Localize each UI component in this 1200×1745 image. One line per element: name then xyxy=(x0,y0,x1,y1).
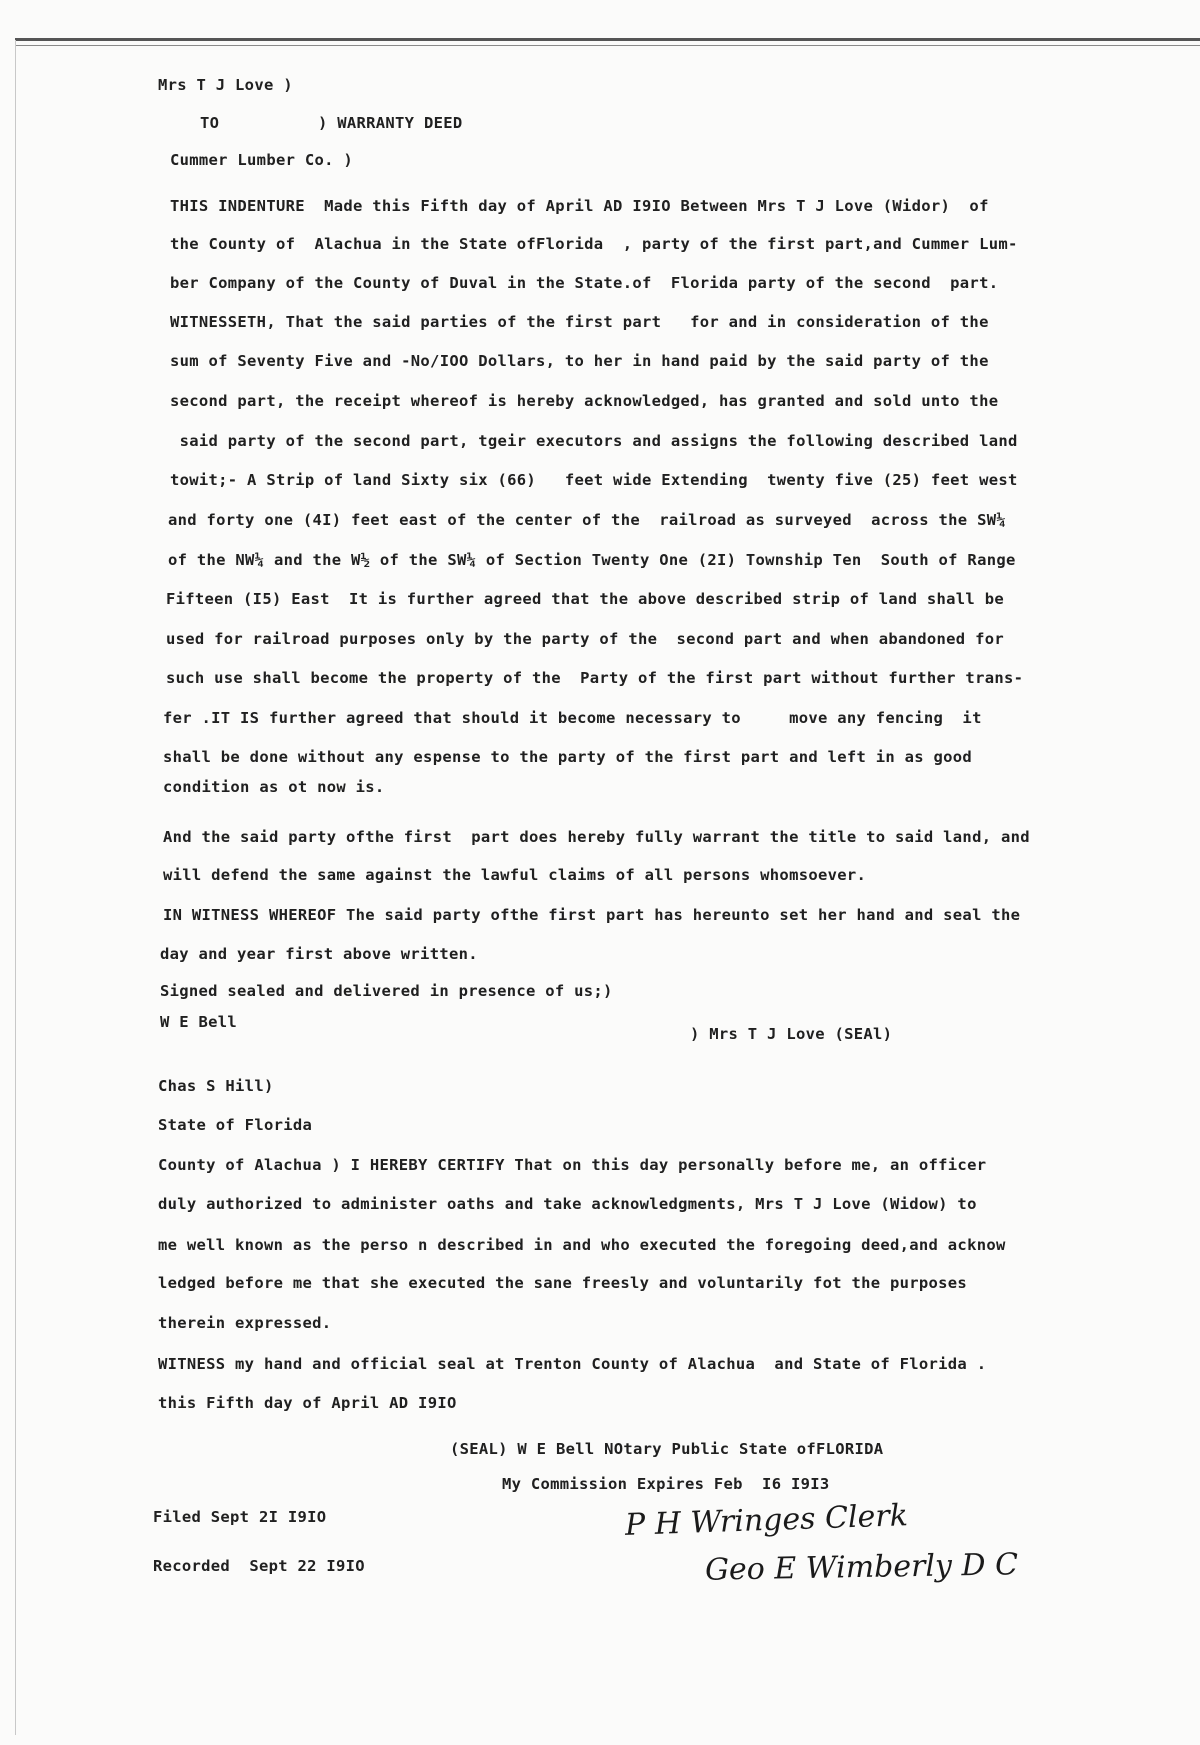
acknowledgment-line: WITNESS my hand and official seal at Trenton County of Alachua and State of Florida . xyxy=(158,1355,987,1373)
deed-body-line: Signed sealed and delivered in presence of us;) xyxy=(160,982,613,1000)
deed-body-line: THIS INDENTURE Made this Fifth day of April AD I9IO Between Mrs T J Love (Widor) of xyxy=(170,197,989,215)
deputy-clerk-signature: Geo E Wimberly D C xyxy=(704,1547,1019,1588)
deed-body-line: the County of Alachua in the State ofFlorida , party of the first part,and Cummer Lum- xyxy=(170,235,1018,253)
top-rule xyxy=(15,38,1200,41)
acknowledgment-line: therein expressed. xyxy=(158,1314,332,1332)
deed-body-line: Fifteen (I5) East It is further agreed that the above described strip of land shall be xyxy=(166,590,1004,608)
witness-1: W E Bell xyxy=(160,1013,238,1031)
deed-body-line: used for railroad purposes only by the party of the second part and when abandoned for xyxy=(166,630,1004,648)
deed-body-line: ber Company of the County of Duval in the State.of Florida party of the second part. xyxy=(170,274,999,292)
deed-body-line: such use shall become the property of the Party of the first part without further trans- xyxy=(166,669,1024,687)
deed-body-line: said party of the second part, tgeir executors and assigns the following described land xyxy=(170,432,1018,450)
deed-body-line: And the said party ofthe first part does hereby fully warrant the title to said land, and xyxy=(163,828,1030,846)
page-left-edge xyxy=(15,40,16,1735)
top-rule-thin xyxy=(15,45,1200,46)
acknowledgment-line: this Fifth day of April AD I9IO xyxy=(158,1394,457,1412)
filed-line: Filed Sept 2I I9IO xyxy=(153,1508,327,1526)
deed-body-line: IN WITNESS WHEREOF The said party ofthe first part has hereunto set her hand and seal the xyxy=(163,906,1021,924)
deed-body-line: towit;- A Strip of land Sixty six (66) feet wide Extending twenty five (25) feet west xyxy=(170,471,1018,489)
deed-body-line: of the NW¼ and the W½ of the SW¼ of Section Twenty One (2I) Township Ten South of Range xyxy=(168,551,1016,569)
heading-grantee: Cummer Lumber Co. ) xyxy=(170,151,354,169)
heading-deed-type: ) WARRANTY DEED xyxy=(318,114,463,132)
recorded-line: Recorded Sept 22 I9IO xyxy=(153,1557,365,1575)
heading-grantor: Mrs T J Love ) xyxy=(158,76,293,94)
heading-to: TO xyxy=(200,114,220,132)
deed-body-line: fer .IT IS further agreed that should it become necessary to move any fencing it xyxy=(163,709,982,727)
state-line: State of Florida xyxy=(158,1116,313,1134)
acknowledgment-line: duly authorized to administer oaths and take acknowledgments, Mrs T J Love (Widow) to xyxy=(158,1195,977,1213)
acknowledgment-line: ledged before me that she executed the sane freesly and voluntarily fot the purposes xyxy=(158,1274,968,1292)
deed-body-line: shall be done without any espense to the party of the first part and left in as good xyxy=(163,748,973,766)
acknowledgment-line: County of Alachua ) I HEREBY CERTIFY That on this day personally before me, an officer xyxy=(158,1156,987,1174)
deed-body-line: will defend the same against the lawful claims of all persons whomsoever. xyxy=(163,866,867,884)
deed-body-line: second part, the receipt whereof is hereby acknowledged, has granted and sold unto the xyxy=(170,392,999,410)
deed-body-line: sum of Seventy Five and -No/IOO Dollars, to her in hand paid by the said party of the xyxy=(170,352,989,370)
clerk-signature: P H Wringes Clerk xyxy=(624,1498,909,1543)
deed-body-line: WITNESSETH, That the said parties of the first part for and in consideration of the xyxy=(170,313,989,331)
deed-body-line: and forty one (4I) feet east of the center of the railroad as surveyed across the SW¼ xyxy=(168,511,1006,529)
notary-line: (SEAL) W E Bell NOtary Public State ofFLORIDA xyxy=(450,1440,884,1458)
deed-body-line: condition as ot now is. xyxy=(163,778,385,796)
grantor-signature: ) Mrs T J Love (SEAl) xyxy=(690,1025,893,1043)
deed-body-line: day and year first above written. xyxy=(160,945,478,963)
commission-line: My Commission Expires Feb I6 I9I3 xyxy=(502,1475,830,1493)
acknowledgment-line: me well known as the perso n described in and who executed the foregoing deed,and acknow xyxy=(158,1236,1006,1254)
witness-2: Chas S Hill) xyxy=(158,1077,274,1095)
